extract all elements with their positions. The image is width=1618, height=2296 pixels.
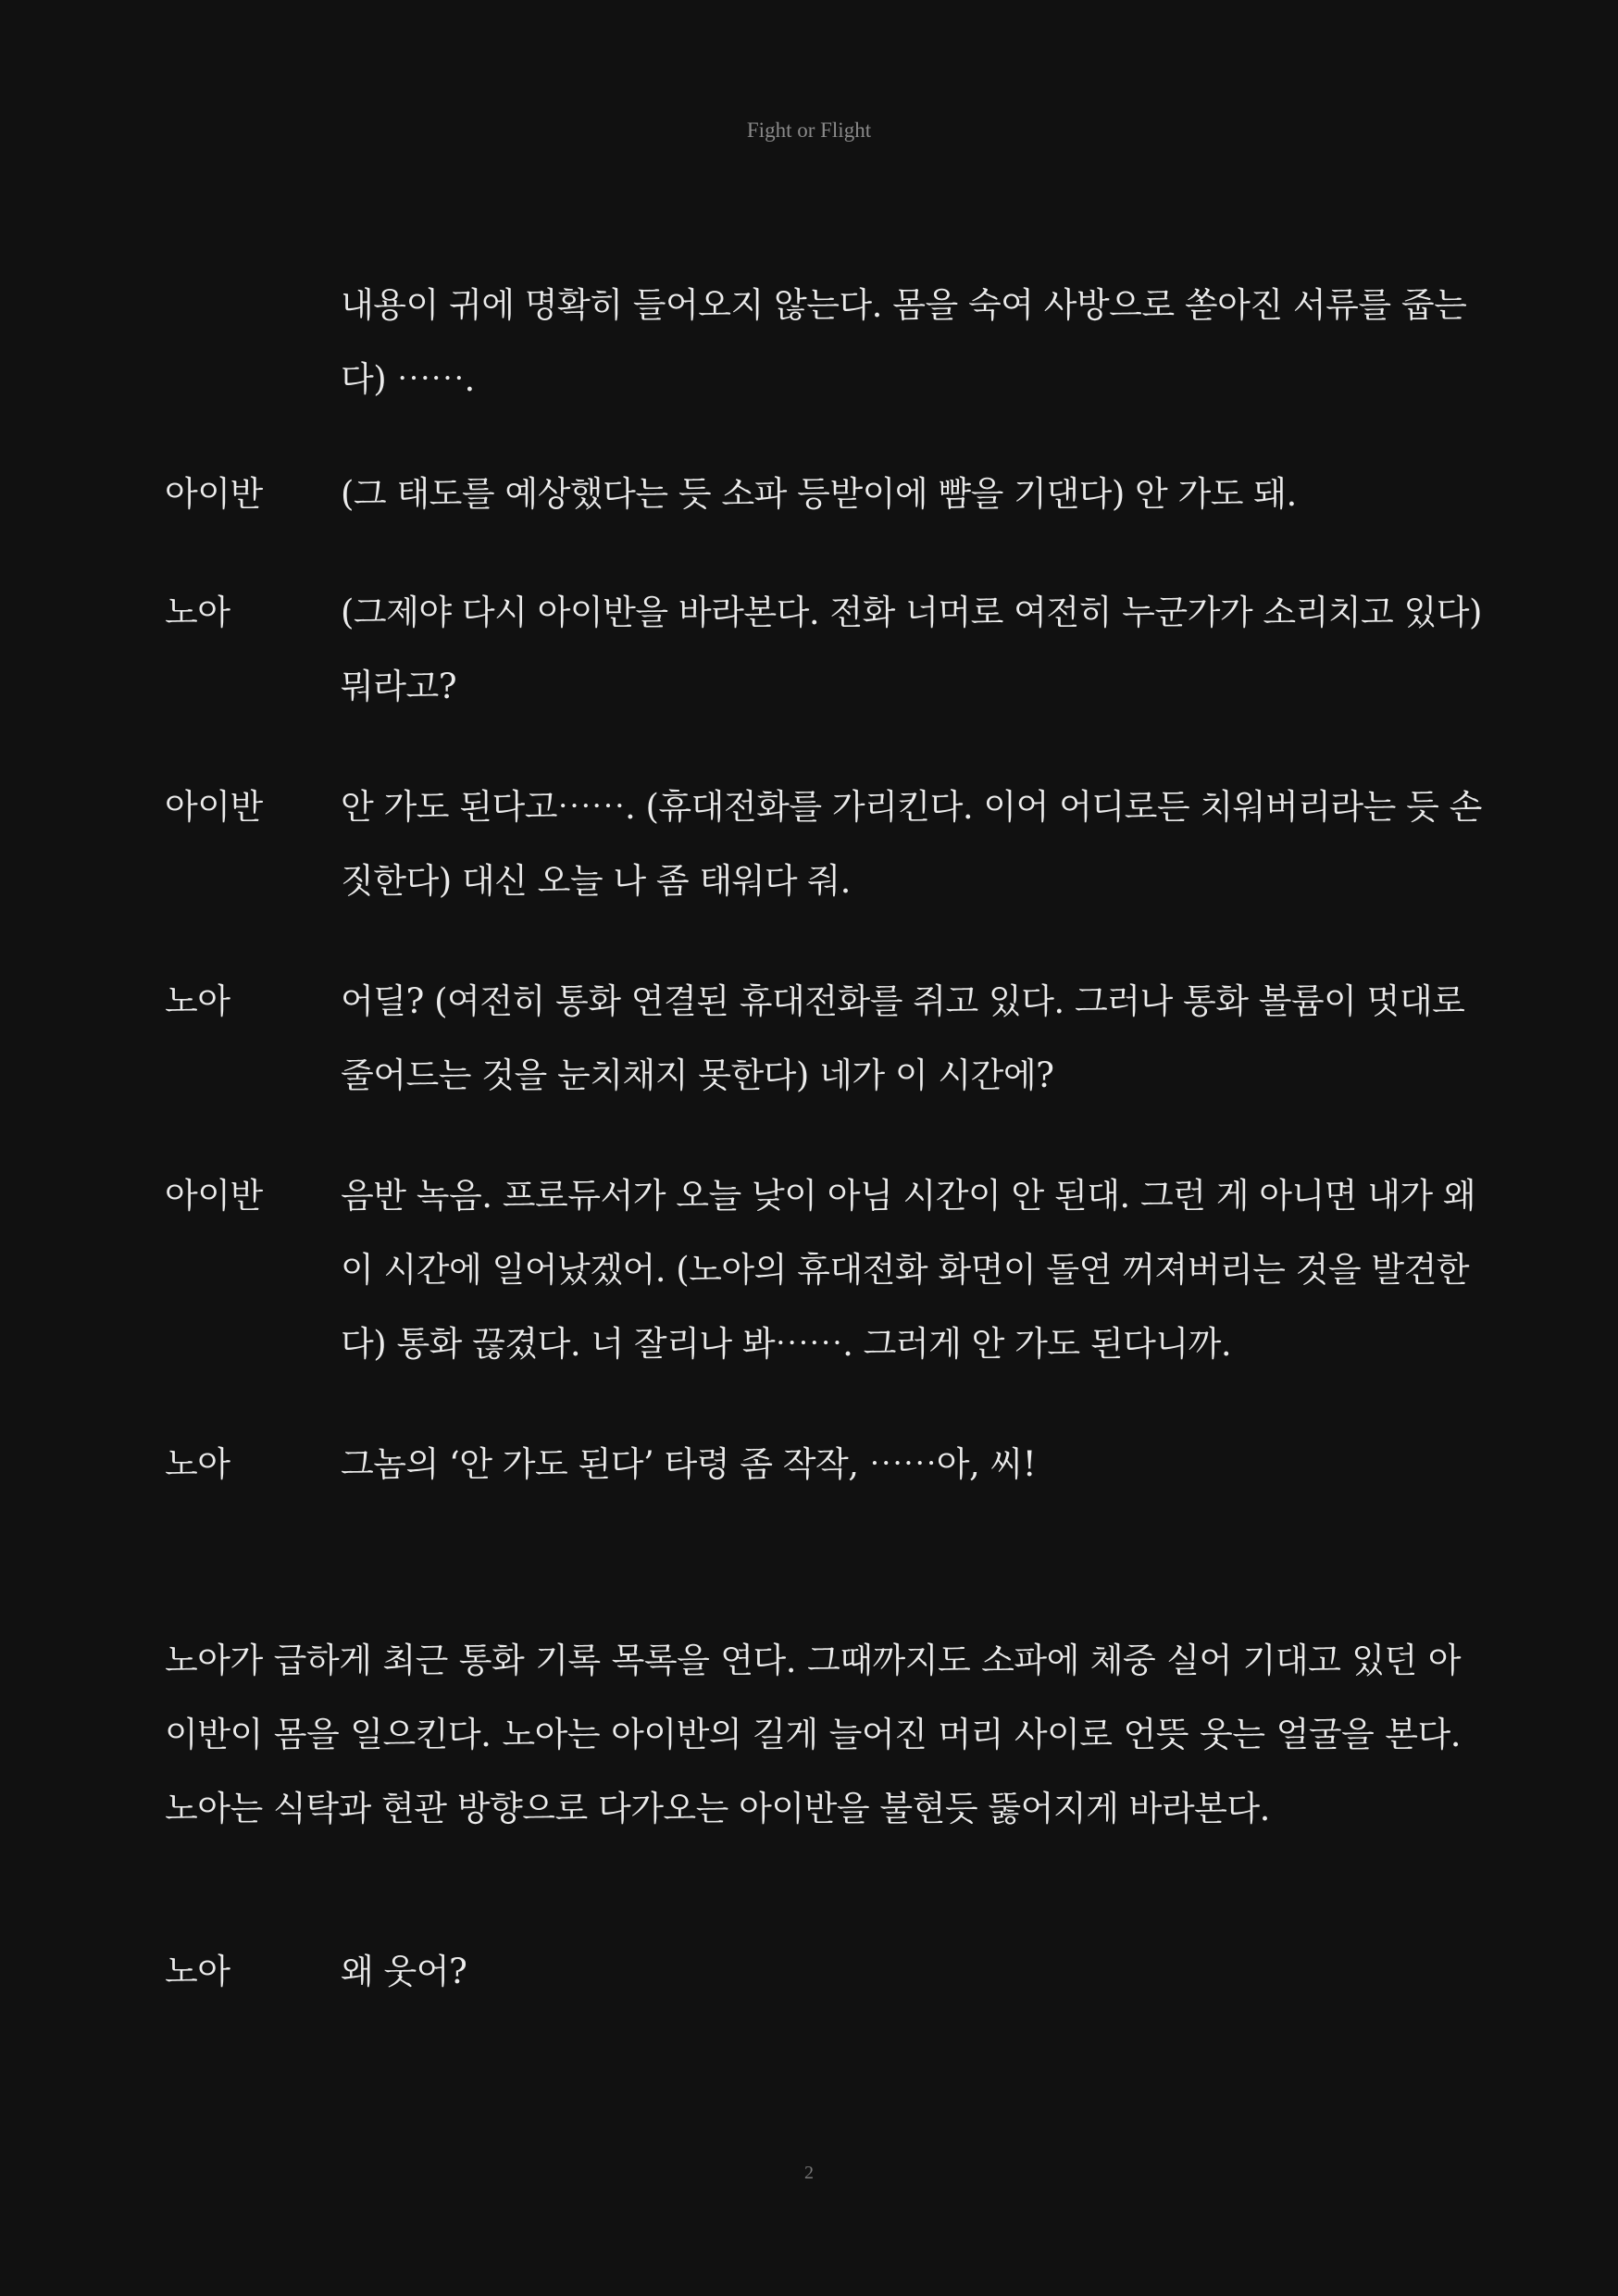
dialogue-line: 다) 통화 끊겼다. 너 잘리나 봐⋯⋯. 그러게 안 가도 된다니까.	[341, 1324, 1232, 1364]
dialogue-block-5	[165, 1159, 1476, 1381]
dialogue-block-2	[165, 576, 1482, 724]
running-header: Fight or Flight	[746, 119, 872, 142]
narration-line: 노아는 식탁과 현관 방향으로 다가오는 아이반을 불현듯 뚫어지게 바라본다.	[165, 1789, 1270, 1828]
dialogue-line: 다) ⋯⋯.	[341, 359, 475, 399]
speaker-label: 아이반	[165, 787, 263, 827]
stage-direction	[165, 1624, 1461, 1846]
dialogue-line: (그 태도를 예상했다는 듯 소파 등받이에 뺨을 기댄다) 안 가도 돼.	[341, 474, 1297, 514]
dialogue-line: 그놈의 ‘안 가도 된다’ 타령 좀 작작, ⋯⋯아, 씨!	[341, 1444, 1037, 1484]
speaker-label: 노아	[165, 1952, 230, 1991]
dialogue-line: 어딜? (여전히 통화 연결된 휴대전화를 쥐고 있다. 그러나 통화 볼륨이 멋대로	[341, 981, 1465, 1021]
narration-line: 이반이 몸을 일으킨다. 노아는 아이반의 길게 늘어진 머리 사이로 언뜻 웃는 얼굴을 본다.	[165, 1715, 1461, 1754]
dialogue-block-0	[165, 268, 1467, 417]
speaker-label: 노아	[165, 593, 230, 632]
speaker-label: 아이반	[165, 474, 263, 514]
dialogue-line: 뭐라고?	[341, 667, 457, 706]
dialogue-block-final	[165, 1935, 1461, 2009]
dialogue-block-3	[165, 770, 1482, 918]
narration-line: 노아가 급하게 최근 통화 기록 목록을 연다. 그때까지도 소파에 체중 실어 기대고 있던 아	[165, 1641, 1461, 1680]
dialogue-block-6	[165, 1428, 1461, 1502]
dialogue-line: 줄어드는 것을 눈치채지 못한다) 네가 이 시간에?	[341, 1055, 1054, 1095]
dialogue-line: 안 가도 된다고⋯⋯. (휴대전화를 가리킨다. 이어 어디로든 치워버리라는 듯 손	[341, 787, 1482, 827]
dialogue-line: 내용이 귀에 명확히 들어오지 않는다. 몸을 숙여 사방으로 쏟아진 서류를 줍는	[341, 285, 1467, 325]
dialogue-line: 음반 녹음. 프로듀서가 오늘 낮이 아님 시간이 안 된대. 그런 게 아니면 내가 왜	[341, 1176, 1476, 1216]
speaker-label: 노아	[165, 981, 230, 1021]
page-number: 2	[804, 2163, 814, 2183]
speaker-label: 노아	[165, 1444, 230, 1484]
dialogue-line: (그제야 다시 아이반을 바라본다. 전화 너머로 여전히 누군가가 소리치고 있다)	[341, 593, 1482, 632]
dialogue-line: 왜 웃어?	[341, 1952, 467, 1991]
dialogue-line: 이 시간에 일어났겠어. (노아의 휴대전화 화면이 돌연 꺼져버리는 것을 발견한	[341, 1250, 1470, 1290]
dialogue-line: 짓한다) 대신 오늘 나 좀 태워다 줘.	[341, 861, 851, 901]
dialogue-block-1	[165, 457, 1461, 531]
speaker-label: 아이반	[165, 1176, 263, 1216]
dialogue-block-4	[165, 965, 1465, 1113]
